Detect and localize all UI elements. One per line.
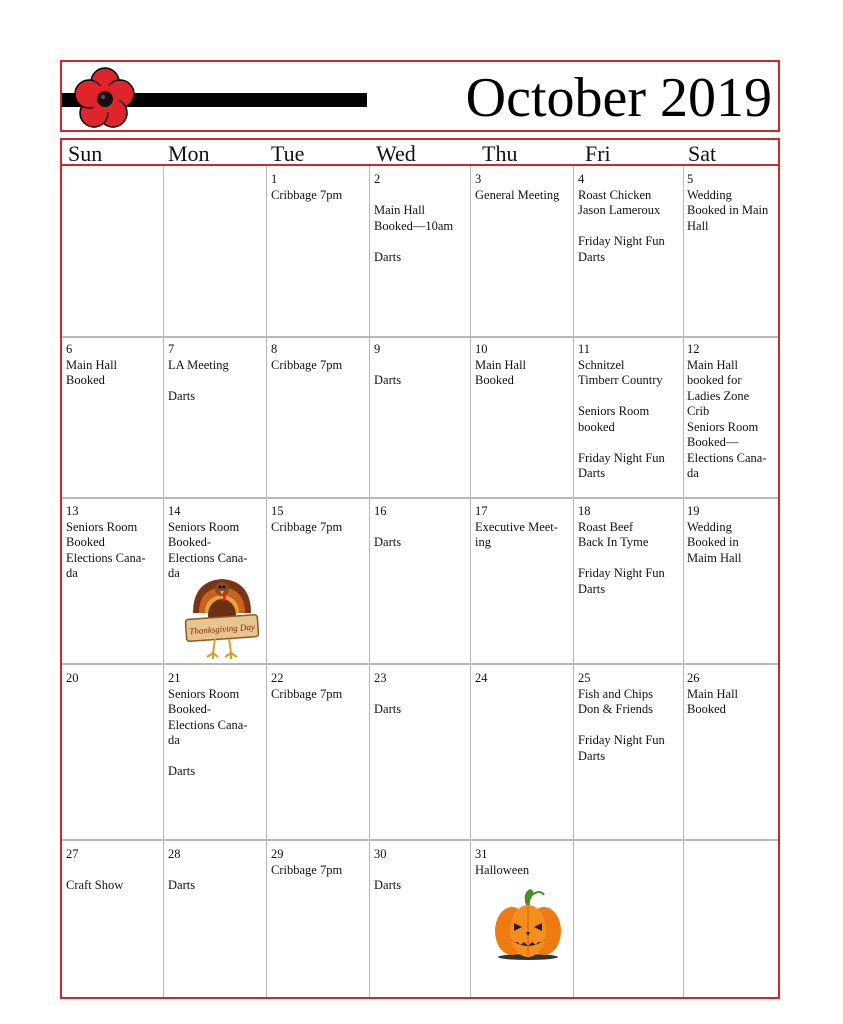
day-cell-7: 7 LA Meeting Darts [168, 342, 229, 403]
day-cell-22: 22 Cribbage 7pm [271, 671, 343, 701]
day-cell-18: 18 Roast Beef Back In Tyme Friday Night Fun Darts [578, 504, 665, 596]
day-cell-26: 26 Main Hall Booked [687, 671, 739, 716]
day-cell-2: 2 Main Hall Booked—10am Darts [374, 172, 454, 264]
grid-divider [163, 166, 164, 997]
day-cell-6: 6 Main Hall Booked [66, 342, 118, 387]
grid-divider [62, 839, 778, 841]
weekday-wed: Wed [376, 141, 416, 166]
day-cell-15: 15 Cribbage 7pm [271, 504, 343, 534]
weekday-sat: Sat [688, 141, 717, 166]
weekday-fri: Fri [585, 141, 611, 166]
day-cell-10: 10 Main Hall Booked [475, 342, 527, 387]
day-cell-28: 28 Darts [168, 847, 196, 892]
day-cell-4: 4 Roast Chicken Jason Lameroux Friday Night Fun Darts [578, 172, 665, 264]
weekday-sun: Sun [68, 141, 103, 166]
day-cell-13: 13 Seniors Room Booked Elections Cana- da [66, 504, 146, 580]
day-cell-8: 8 Cribbage 7pm [271, 342, 343, 372]
day-cell-12: 12 Main Hall booked for Ladies Zone Crib Seniors Room Booked— Elections Cana- da [687, 342, 767, 480]
weekday-header-row [60, 138, 780, 164]
thanksgiving-sign-text: Thanksgiving Day [188, 621, 256, 637]
day-cell-27: 27 Craft Show [66, 847, 124, 892]
jack-o-lantern-icon [492, 887, 564, 961]
day-cell-14: 14 Seniors Room Booked- Elections Cana- da [168, 504, 248, 580]
grid-divider [683, 166, 684, 997]
grid-divider [62, 336, 778, 338]
grid-divider [369, 166, 370, 997]
day-cell-17: 17 Executive Meet- ing [475, 504, 558, 549]
poppy-icon [74, 67, 136, 129]
day-cell-1: 1 Cribbage 7pm [271, 172, 343, 202]
grid-divider [62, 663, 778, 665]
day-cell-19: 19 Wedding Booked in Maim Hall [687, 504, 742, 565]
day-cell-9: 9 Darts [374, 342, 402, 387]
grid-divider [266, 166, 267, 997]
weekday-tue: Tue [271, 141, 305, 166]
day-cell-29: 29 Cribbage 7pm [271, 847, 343, 877]
day-cell-30: 30 Darts [374, 847, 402, 892]
day-cell-23: 23 Darts [374, 671, 402, 716]
turkey-icon [183, 573, 261, 661]
day-cell-16: 16 Darts [374, 504, 402, 549]
day-cell-11: 11 Schnitzel Timberr Country Seniors Room booked Friday Night Fun Darts [578, 342, 665, 480]
day-cell-21: 21 Seniors Room Booked- Elections Cana- da Darts [168, 671, 248, 778]
day-cell-3: 3 General Meeting [475, 172, 560, 202]
weekday-thu: Thu [482, 141, 518, 166]
day-cell-31: 31 Halloween [475, 847, 530, 877]
grid-divider [62, 497, 778, 499]
weekday-mon: Mon [168, 141, 210, 166]
page-title: October 2019 [465, 67, 772, 129]
day-cell-5: 5 Wedding Booked in Main Hall [687, 172, 769, 233]
grid-divider [470, 166, 471, 997]
day-cell-25: 25 Fish and Chips Don & Friends Friday Night Fun Darts [578, 671, 665, 763]
grid-divider [573, 166, 574, 997]
day-cell-20: 20 [66, 671, 79, 685]
calendar-header [60, 60, 780, 132]
day-cell-24: 24 [475, 671, 488, 685]
